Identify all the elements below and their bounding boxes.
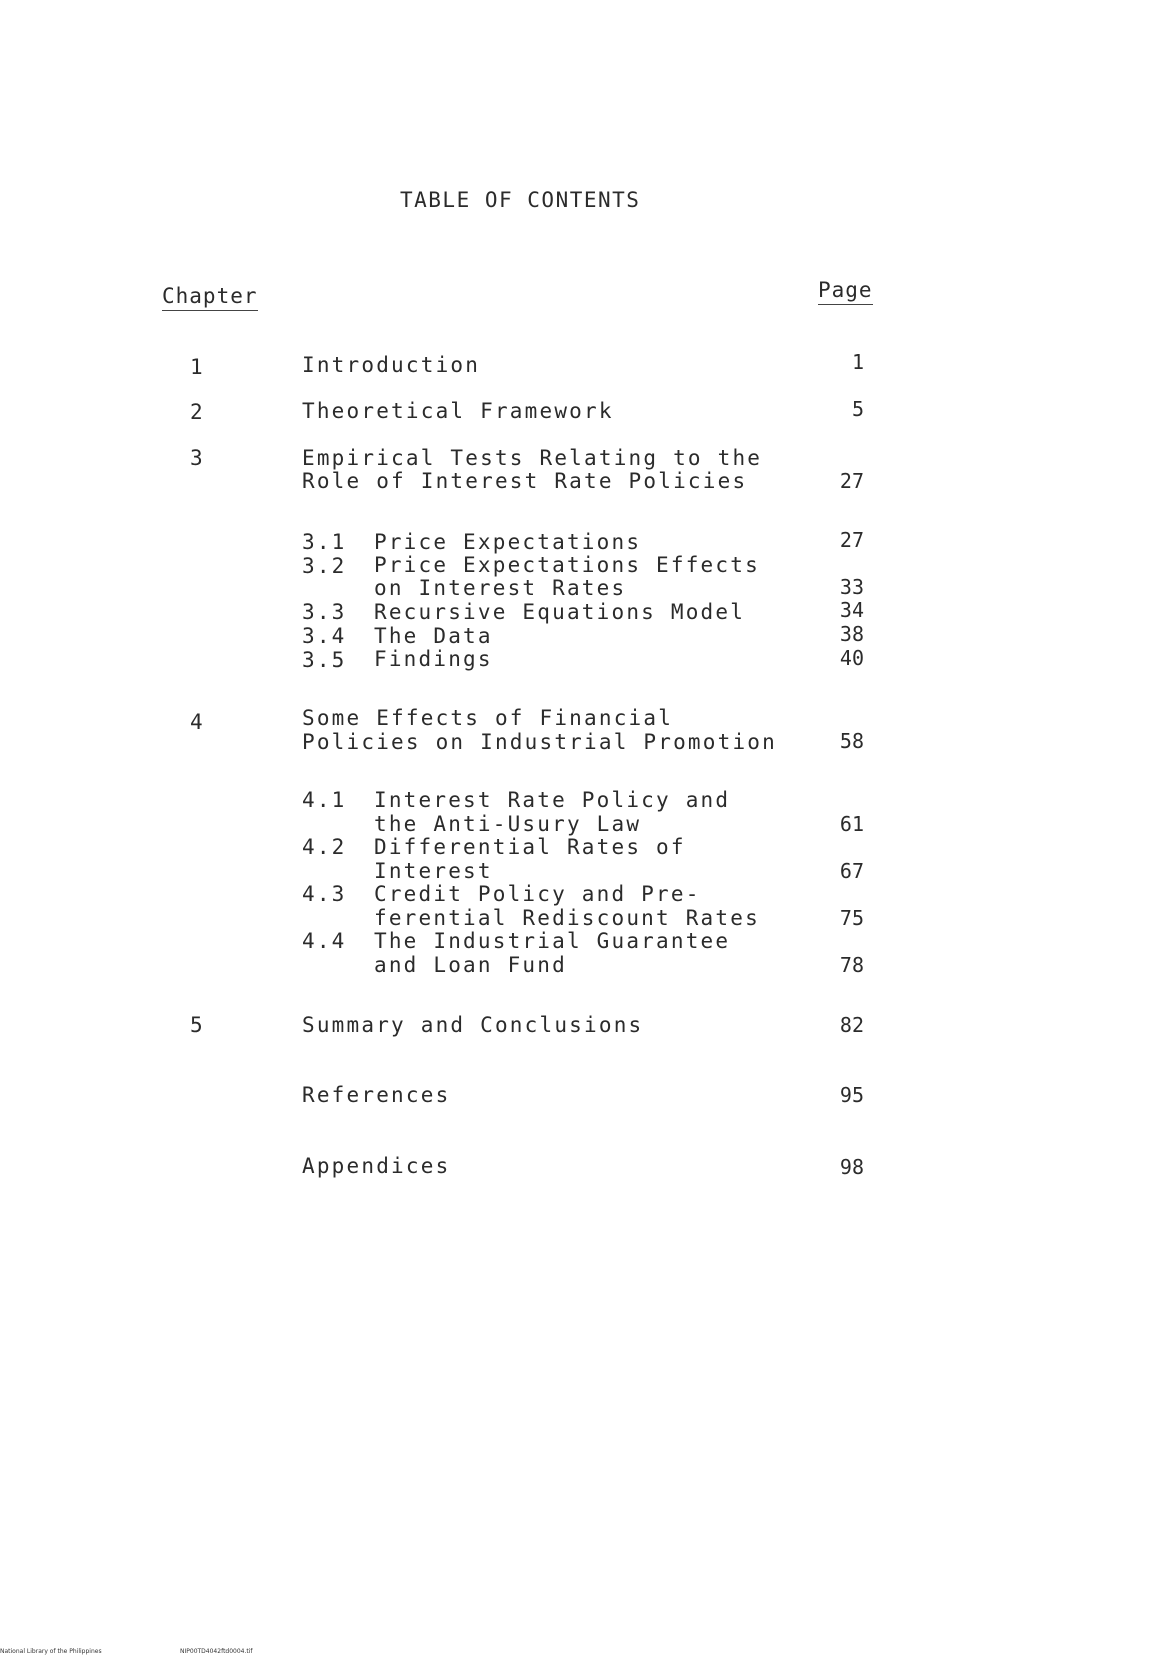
toc-section-title: Findings — [374, 647, 493, 671]
toc-section-title: The Data — [374, 624, 493, 648]
toc-section-title-continued: the Anti-Usury Law — [374, 812, 642, 836]
page-number: 61 — [839, 812, 864, 836]
footer-file-label: NIP00TD4042ftd0004.tif — [180, 1648, 253, 1655]
toc-section-title-continued: and Loan Fund — [374, 953, 567, 977]
section-number: 4.1 — [302, 788, 347, 812]
page-number: 95 — [839, 1083, 864, 1107]
page-number: 78 — [839, 953, 864, 977]
page-number: 38 — [839, 622, 864, 646]
toc-entry-title-continued: Policies on Industrial Promotion — [302, 730, 777, 754]
chapter-header-label: Chapter — [162, 284, 258, 311]
chapter-number: 3 — [190, 446, 205, 470]
page-number: 27 — [839, 469, 864, 493]
toc-entry-title: Summary and Conclusions — [302, 1013, 644, 1037]
toc-section-title: Interest Rate Policy and — [374, 788, 731, 812]
toc-section-title: Differential Rates of — [374, 835, 686, 859]
toc-section-title: Price Expectations Effects — [374, 553, 760, 577]
section-number: 4.3 — [302, 882, 347, 906]
toc-entry-title: References — [302, 1083, 451, 1107]
page-number: 82 — [839, 1013, 864, 1037]
toc-section-title: Price Expectations — [374, 530, 642, 554]
chapter-number: 1 — [190, 355, 205, 379]
footer-library-label: National Library of the Philippines — [0, 1648, 102, 1655]
chapter-number: 4 — [190, 710, 205, 734]
chapter-column-header — [162, 286, 258, 307]
page-number: 1 — [851, 350, 864, 374]
page-number: 27 — [839, 528, 864, 552]
toc-section-title-continued: Interest — [374, 859, 493, 883]
section-number: 3.2 — [302, 554, 347, 578]
page-header-label: Page — [818, 278, 873, 305]
section-number: 3.1 — [302, 530, 347, 554]
page-number: 5 — [851, 397, 864, 421]
page-title: TABLE OF CONTENTS — [400, 188, 641, 212]
page-number: 67 — [839, 859, 864, 883]
page-number: 75 — [839, 906, 864, 930]
section-number: 3.3 — [302, 600, 347, 624]
toc-section-title: Recursive Equations Model — [374, 600, 746, 624]
section-number: 3.5 — [302, 648, 347, 672]
page-number: 58 — [839, 729, 864, 753]
toc-entry-title: Introduction — [302, 353, 481, 377]
toc-entry-title: Some Effects of Financial — [302, 706, 674, 730]
toc-section-title: Credit Policy and Pre- — [374, 882, 701, 906]
toc-entry-title: Appendices — [302, 1154, 451, 1178]
toc-entry-title-continued: Role of Interest Rate Policies — [302, 469, 748, 493]
toc-section-title: The Industrial Guarantee — [374, 929, 731, 953]
chapter-number: 2 — [190, 400, 205, 424]
section-number: 4.2 — [302, 835, 347, 859]
toc-section-title-continued: on Interest Rates — [374, 576, 627, 600]
page-number: 34 — [839, 598, 864, 622]
section-number: 4.4 — [302, 929, 347, 953]
toc-entry-title: Theoretical Framework — [302, 399, 614, 423]
page-number: 98 — [839, 1155, 864, 1179]
page-number: 40 — [839, 646, 864, 670]
section-number: 3.4 — [302, 624, 347, 648]
chapter-number: 5 — [190, 1013, 205, 1037]
toc-section-title-continued: ferential Rediscount Rates — [374, 906, 760, 930]
page-column-header — [818, 280, 873, 301]
page-number: 33 — [839, 575, 864, 599]
toc-entry-title: Empirical Tests Relating to the — [302, 446, 763, 470]
